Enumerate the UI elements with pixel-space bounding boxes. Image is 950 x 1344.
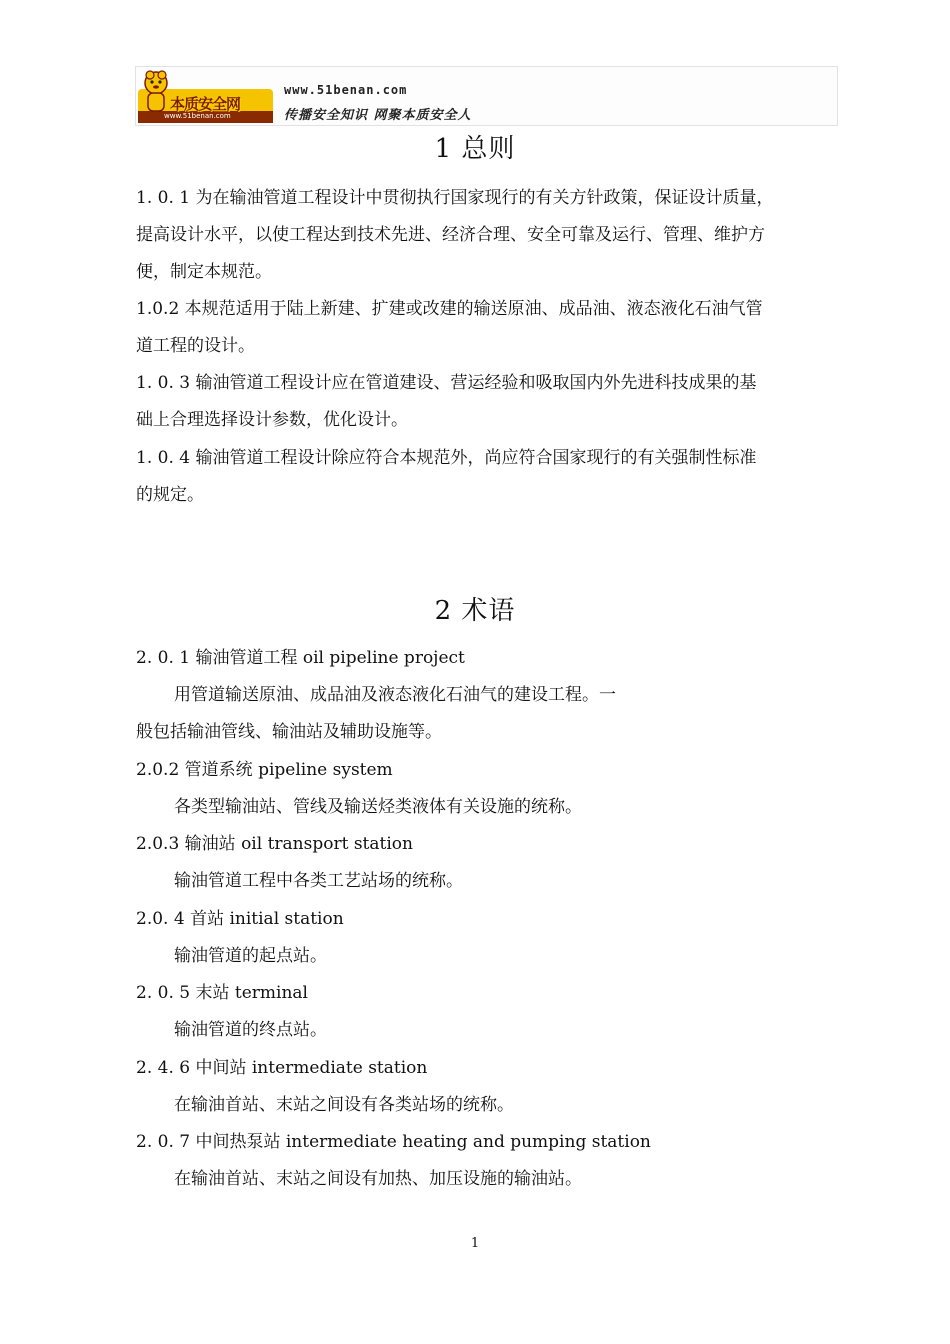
paragraph-line: 1. 0. 3 输油管道工程设计应在管道建设、营运经验和吸取国内外先进科技成果的基	[136, 373, 757, 393]
definition-line: 输油管道的起点站。	[174, 946, 327, 966]
logo-url: www.51benan.com	[164, 112, 231, 120]
logo-text: 本质安全网	[170, 95, 241, 113]
paragraph-line: 的规定。	[136, 485, 204, 505]
paragraph-line: 1. 0. 4 输油管道工程设计除应符合本规范外，尚应符合国家现行的有关强制性标准	[136, 448, 757, 468]
section-2-title: 2 术语	[434, 596, 516, 626]
paragraph-line: 1. 0. 1 为在输油管道工程设计中贯彻执行国家现行的有关方针政策，保证设计质量，	[136, 188, 774, 208]
page-number: 1	[470, 1236, 480, 1251]
term-line: 2. 4. 6 中间站 intermediate station	[136, 1058, 428, 1078]
term-line: 2. 0. 1 输油管道工程 oil pipeline project	[136, 648, 465, 668]
site-logo[interactable]	[138, 69, 273, 123]
definition-line: 输油管道工程中各类工艺站场的统称。	[174, 871, 463, 891]
paragraph-line: 道工程的设计。	[136, 336, 255, 356]
paragraph-line: 础上合理选择设计参数，优化设计。	[136, 410, 408, 430]
definition-line: 输油管道的终点站。	[174, 1020, 327, 1040]
term-line: 2.0.2 管道系统 pipeline system	[136, 760, 393, 780]
term-line: 2. 0. 7 中间热泵站 intermediate heating and pumping station	[136, 1132, 651, 1152]
definition-line: 般包括输油管线、输油站及辅助设施等。	[136, 722, 442, 742]
site-url[interactable]: www.51benan.com	[284, 83, 408, 97]
term-line: 2. 0. 5 末站 terminal	[136, 983, 308, 1003]
paragraph-line: 便，制定本规范。	[136, 262, 272, 282]
site-slogan: 传播安全知识 网聚本质安全人	[284, 108, 472, 123]
definition-line: 在输油首站、末站之间设有加热、加压设施的输油站。	[174, 1169, 582, 1189]
section-1-title: 1 总则	[434, 134, 516, 164]
definition-line: 用管道输送原油、成品油及液态液化石油气的建设工程。一	[174, 685, 616, 705]
definition-line: 在输油首站、末站之间设有各类站场的统称。	[174, 1095, 514, 1115]
header-banner	[135, 66, 838, 126]
term-line: 2.0. 4 首站 initial station	[136, 909, 344, 929]
definition-line: 各类型输油站、管线及输送烃类液体有关设施的统称。	[174, 797, 582, 817]
paragraph-line: 提高设计水平，以使工程达到技术先进、经济合理、安全可靠及运行、管理、维护方	[136, 225, 765, 245]
paragraph-line: 1.0.2 本规范适用于陆上新建、扩建或改建的输送原油、成品油、液态液化石油气管	[136, 299, 763, 319]
term-line: 2.0.3 输油站 oil transport station	[136, 834, 413, 854]
